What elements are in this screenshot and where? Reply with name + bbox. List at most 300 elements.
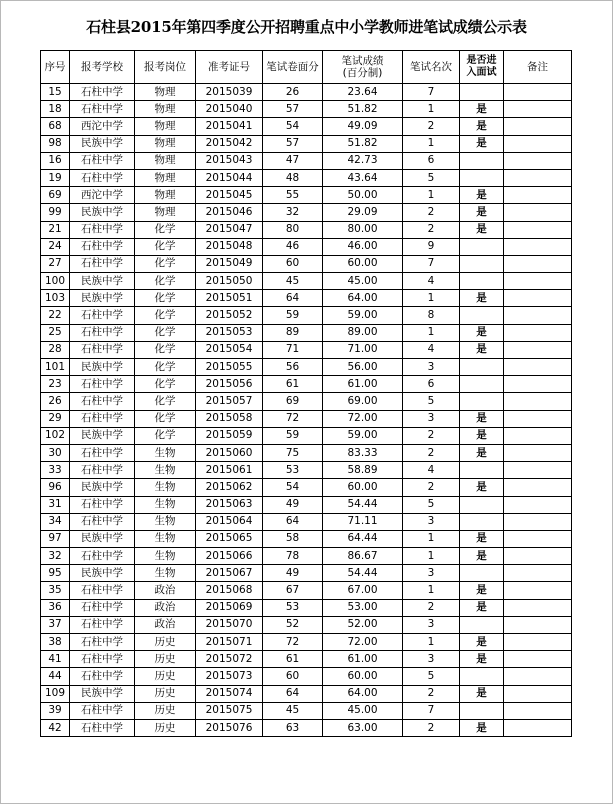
cell-raw-score: 61 [263,651,323,668]
table-row [41,634,572,651]
table-body [41,84,572,737]
cell-rank: 7 [403,84,460,101]
cell-position: 生物 [135,462,196,479]
table-row [41,152,572,169]
cell-ticket: 2015047 [196,221,263,238]
cell-raw-score: 54 [263,479,323,496]
table-row [41,702,572,719]
cell-position: 物理 [135,101,196,118]
cell-rank: 6 [403,376,460,393]
cell-raw-score: 53 [263,599,323,616]
cell-score: 71.11 [323,513,403,530]
cell-score: 63.00 [323,719,403,736]
cell-position: 历史 [135,685,196,702]
cell-position: 历史 [135,651,196,668]
cell-school: 石柱中学 [70,634,135,651]
cell-ticket: 2015046 [196,204,263,221]
cell-school: 民族中学 [70,359,135,376]
cell-admit: 是 [460,101,504,118]
cell-score: 59.00 [323,427,403,444]
cell-rank: 4 [403,462,460,479]
cell-raw-score: 59 [263,307,323,324]
cell-note [504,548,572,565]
cell-raw-score: 48 [263,169,323,186]
cell-rank: 1 [403,324,460,341]
cell-note [504,187,572,204]
header-admit [460,51,504,84]
cell-note [504,634,572,651]
cell-rank: 2 [403,221,460,238]
table-header [41,51,572,84]
cell-note [504,668,572,685]
cell-position: 政治 [135,582,196,599]
cell-score: 29.09 [323,204,403,221]
cell-school: 民族中学 [70,530,135,547]
cell-ticket: 2015045 [196,187,263,204]
cell-school: 民族中学 [70,204,135,221]
cell-raw-score: 64 [263,685,323,702]
cell-rank: 2 [403,685,460,702]
cell-admit: 是 [460,599,504,616]
cell-school: 石柱中学 [70,255,135,272]
cell-note [504,135,572,152]
cell-position: 化学 [135,376,196,393]
cell-position: 化学 [135,307,196,324]
cell-score: 86.67 [323,548,403,565]
cell-admit: 是 [460,410,504,427]
cell-ticket: 2015065 [196,530,263,547]
cell-position: 化学 [135,221,196,238]
cell-seq: 27 [41,255,70,272]
cell-admit [460,273,504,290]
cell-note [504,427,572,444]
cell-seq: 38 [41,634,70,651]
cell-rank: 1 [403,135,460,152]
cell-position: 物理 [135,152,196,169]
cell-score: 51.82 [323,135,403,152]
cell-note [504,496,572,513]
cell-raw-score: 60 [263,668,323,685]
cell-note [504,84,572,101]
cell-admit: 是 [460,324,504,341]
cell-rank: 2 [403,479,460,496]
table-row [41,359,572,376]
table-row [41,582,572,599]
cell-note [504,255,572,272]
cell-rank: 1 [403,187,460,204]
cell-admit: 是 [460,479,504,496]
cell-score: 69.00 [323,393,403,410]
cell-seq: 109 [41,685,70,702]
cell-seq: 26 [41,393,70,410]
cell-note [504,479,572,496]
cell-admit: 是 [460,719,504,736]
cell-ticket: 2015068 [196,582,263,599]
cell-school: 石柱中学 [70,496,135,513]
cell-admit [460,359,504,376]
cell-seq: 34 [41,513,70,530]
cell-school: 石柱中学 [70,702,135,719]
cell-seq: 102 [41,427,70,444]
table-row [41,324,572,341]
cell-score: 64.44 [323,530,403,547]
cell-raw-score: 49 [263,565,323,582]
cell-school: 石柱中学 [70,324,135,341]
cell-score: 42.73 [323,152,403,169]
cell-seq: 32 [41,548,70,565]
cell-note [504,393,572,410]
cell-rank: 5 [403,393,460,410]
cell-position: 物理 [135,135,196,152]
cell-admit: 是 [460,427,504,444]
cell-admit: 是 [460,118,504,135]
table-row [41,410,572,427]
cell-rank: 6 [403,152,460,169]
cell-score: 53.00 [323,599,403,616]
cell-note [504,238,572,255]
cell-seq: 30 [41,444,70,461]
cell-admit [460,496,504,513]
cell-seq: 23 [41,376,70,393]
cell-seq: 95 [41,565,70,582]
cell-position: 物理 [135,204,196,221]
cell-seq: 22 [41,307,70,324]
cell-score: 59.00 [323,307,403,324]
cell-position: 历史 [135,634,196,651]
cell-score: 54.44 [323,496,403,513]
cell-rank: 2 [403,118,460,135]
cell-school: 民族中学 [70,427,135,444]
cell-raw-score: 80 [263,221,323,238]
cell-ticket: 2015048 [196,238,263,255]
cell-raw-score: 32 [263,204,323,221]
cell-ticket: 2015043 [196,152,263,169]
cell-note [504,118,572,135]
cell-rank: 3 [403,410,460,427]
cell-rank: 5 [403,169,460,186]
cell-note [504,359,572,376]
cell-note [504,221,572,238]
cell-admit: 是 [460,548,504,565]
cell-school: 民族中学 [70,290,135,307]
cell-score: 45.00 [323,702,403,719]
cell-position: 历史 [135,668,196,685]
cell-ticket: 2015067 [196,565,263,582]
table-row [41,530,572,547]
cell-admit: 是 [460,582,504,599]
cell-raw-score: 58 [263,530,323,547]
cell-admit: 是 [460,685,504,702]
cell-ticket: 2015062 [196,479,263,496]
cell-position: 化学 [135,393,196,410]
cell-school: 石柱中学 [70,599,135,616]
header-score [323,51,403,84]
cell-note [504,152,572,169]
cell-rank: 3 [403,651,460,668]
cell-school: 民族中学 [70,273,135,290]
cell-note [504,169,572,186]
cell-position: 化学 [135,359,196,376]
cell-score: 72.00 [323,634,403,651]
cell-seq: 69 [41,187,70,204]
cell-raw-score: 57 [263,101,323,118]
cell-position: 物理 [135,84,196,101]
cell-ticket: 2015059 [196,427,263,444]
cell-position: 生物 [135,513,196,530]
cell-score: 60.00 [323,479,403,496]
cell-raw-score: 71 [263,341,323,358]
cell-rank: 7 [403,255,460,272]
table-row [41,221,572,238]
cell-seq: 15 [41,84,70,101]
cell-score: 58.89 [323,462,403,479]
cell-rank: 2 [403,204,460,221]
cell-school: 民族中学 [70,135,135,152]
cell-seq: 99 [41,204,70,221]
cell-raw-score: 47 [263,152,323,169]
cell-note [504,513,572,530]
cell-rank: 1 [403,530,460,547]
cell-ticket: 2015041 [196,118,263,135]
cell-admit: 是 [460,530,504,547]
cell-note [504,290,572,307]
cell-note [504,273,572,290]
cell-school: 民族中学 [70,479,135,496]
cell-rank: 4 [403,273,460,290]
cell-note [504,702,572,719]
cell-school: 石柱中学 [70,238,135,255]
cell-school: 石柱中学 [70,221,135,238]
cell-school: 西沱中学 [70,118,135,135]
cell-rank: 1 [403,582,460,599]
cell-raw-score: 61 [263,376,323,393]
table-row [41,444,572,461]
cell-admit [460,307,504,324]
cell-rank: 3 [403,616,460,633]
cell-admit [460,376,504,393]
cell-school: 民族中学 [70,565,135,582]
table-row [41,427,572,444]
cell-rank: 2 [403,427,460,444]
cell-seq: 28 [41,341,70,358]
cell-seq: 44 [41,668,70,685]
cell-score: 67.00 [323,582,403,599]
cell-raw-score: 63 [263,719,323,736]
cell-ticket: 2015063 [196,496,263,513]
cell-position: 化学 [135,255,196,272]
cell-raw-score: 54 [263,118,323,135]
cell-rank: 5 [403,668,460,685]
cell-admit: 是 [460,135,504,152]
cell-raw-score: 72 [263,634,323,651]
cell-note [504,324,572,341]
cell-admit: 是 [460,634,504,651]
cell-ticket: 2015044 [196,169,263,186]
cell-ticket: 2015071 [196,634,263,651]
cell-note [504,341,572,358]
cell-ticket: 2015051 [196,290,263,307]
cell-seq: 100 [41,273,70,290]
table-row [41,685,572,702]
cell-ticket: 2015049 [196,255,263,272]
cell-seq: 29 [41,410,70,427]
cell-note [504,462,572,479]
cell-note [504,376,572,393]
header-admit-line1: 是否进 [466,55,497,66]
cell-rank: 1 [403,101,460,118]
cell-note [504,719,572,736]
cell-rank: 3 [403,565,460,582]
table-row [41,84,572,101]
cell-score: 64.00 [323,290,403,307]
cell-school: 石柱中学 [70,393,135,410]
cell-position: 政治 [135,599,196,616]
table-row [41,513,572,530]
cell-position: 化学 [135,273,196,290]
cell-admit [460,238,504,255]
cell-position: 物理 [135,169,196,186]
cell-score: 71.00 [323,341,403,358]
cell-ticket: 2015039 [196,84,263,101]
cell-note [504,616,572,633]
cell-position: 生物 [135,479,196,496]
cell-seq: 24 [41,238,70,255]
cell-admit [460,152,504,169]
cell-seq: 101 [41,359,70,376]
cell-rank: 5 [403,496,460,513]
table-row [41,616,572,633]
cell-position: 生物 [135,548,196,565]
cell-position: 生物 [135,444,196,461]
cell-raw-score: 57 [263,135,323,152]
cell-seq: 42 [41,719,70,736]
cell-seq: 18 [41,101,70,118]
cell-seq: 39 [41,702,70,719]
cell-raw-score: 78 [263,548,323,565]
document-title: 石柱县2015年第四季度公开招聘重点中小学教师进笔试成绩公示表 [86,18,527,36]
cell-position: 化学 [135,427,196,444]
cell-admit: 是 [460,444,504,461]
cell-seq: 37 [41,616,70,633]
cell-seq: 98 [41,135,70,152]
cell-admit [460,255,504,272]
cell-school: 西沱中学 [70,187,135,204]
cell-note [504,582,572,599]
cell-school: 石柱中学 [70,410,135,427]
cell-ticket: 2015053 [196,324,263,341]
cell-ticket: 2015042 [196,135,263,152]
cell-ticket: 2015074 [196,685,263,702]
table-row [41,479,572,496]
table-row [41,548,572,565]
cell-position: 化学 [135,290,196,307]
cell-ticket: 2015075 [196,702,263,719]
cell-ticket: 2015040 [196,101,263,118]
cell-score: 89.00 [323,324,403,341]
header-note: 备注 [504,51,572,84]
cell-ticket: 2015061 [196,462,263,479]
table-row [41,599,572,616]
cell-note [504,101,572,118]
cell-raw-score: 45 [263,702,323,719]
cell-school: 石柱中学 [70,444,135,461]
cell-school: 石柱中学 [70,341,135,358]
cell-admit: 是 [460,187,504,204]
header-admit-line2: 入面试 [466,67,497,78]
cell-rank: 2 [403,599,460,616]
cell-ticket: 2015058 [196,410,263,427]
cell-admit: 是 [460,204,504,221]
cell-rank: 4 [403,341,460,358]
cell-admit [460,169,504,186]
cell-score: 80.00 [323,221,403,238]
cell-school: 石柱中学 [70,513,135,530]
cell-raw-score: 46 [263,238,323,255]
cell-ticket: 2015069 [196,599,263,616]
cell-position: 历史 [135,719,196,736]
cell-raw-score: 49 [263,496,323,513]
cell-rank: 8 [403,307,460,324]
cell-admit [460,513,504,530]
cell-school: 石柱中学 [70,307,135,324]
cell-seq: 25 [41,324,70,341]
cell-position: 物理 [135,187,196,204]
cell-admit [460,668,504,685]
cell-raw-score: 52 [263,616,323,633]
cell-ticket: 2015055 [196,359,263,376]
cell-seq: 21 [41,221,70,238]
cell-raw-score: 53 [263,462,323,479]
cell-ticket: 2015057 [196,393,263,410]
cell-raw-score: 59 [263,427,323,444]
cell-position: 历史 [135,702,196,719]
cell-ticket: 2015064 [196,513,263,530]
cell-score: 61.00 [323,376,403,393]
cell-seq: 103 [41,290,70,307]
cell-position: 政治 [135,616,196,633]
cell-score: 52.00 [323,616,403,633]
cell-score: 51.82 [323,101,403,118]
cell-raw-score: 64 [263,290,323,307]
table-row [41,307,572,324]
table-row [41,341,572,358]
cell-score: 64.00 [323,685,403,702]
cell-school: 石柱中学 [70,101,135,118]
cell-raw-score: 60 [263,255,323,272]
cell-seq: 33 [41,462,70,479]
cell-admit [460,462,504,479]
cell-note [504,530,572,547]
cell-note [504,599,572,616]
cell-score: 60.00 [323,668,403,685]
cell-score: 45.00 [323,273,403,290]
table-row [41,462,572,479]
table-row [41,169,572,186]
cell-admit: 是 [460,290,504,307]
cell-note [504,444,572,461]
cell-school: 石柱中学 [70,582,135,599]
cell-school: 石柱中学 [70,651,135,668]
cell-ticket: 2015072 [196,651,263,668]
table-row [41,651,572,668]
cell-score: 61.00 [323,651,403,668]
cell-school: 石柱中学 [70,169,135,186]
cell-score: 72.00 [323,410,403,427]
cell-raw-score: 56 [263,359,323,376]
table-row [41,238,572,255]
table-row [41,719,572,736]
cell-score: 43.64 [323,169,403,186]
